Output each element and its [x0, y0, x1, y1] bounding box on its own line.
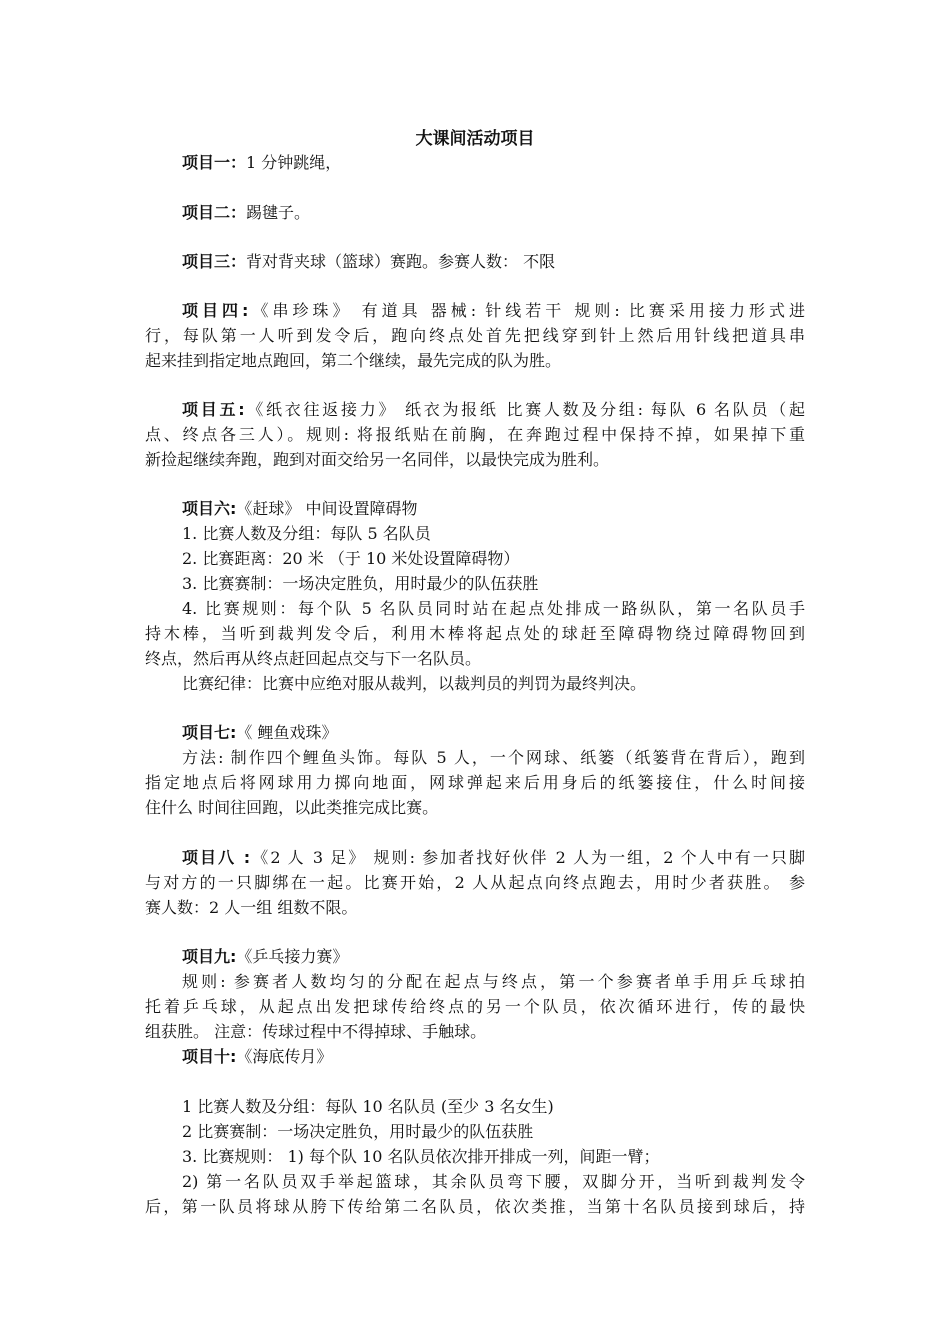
item-text: 《2 人 3 足》 规则: 参加者找好伙伴 2 人为一组，2 个人中有一只脚 [250, 848, 805, 867]
item-text: 《 鲤鱼戏珠》 [236, 723, 338, 742]
item-label: 项目一： [182, 153, 247, 172]
item-text: 2 比赛赛制：一场决定胜负，用时最少的队伍获胜 [182, 1122, 534, 1141]
item-text: 《乒乓接力赛》 [236, 947, 349, 966]
item-text: 踢毽子。 [246, 203, 311, 222]
item-text: 4. 比赛规则：每个队 5 名队员同时站在起点处排成一路纵队，第一名队员手 [182, 599, 805, 618]
item-text: 与对方的一只脚绑在一起。比赛开始，2 人从起点向终点跑去，用时少者获胜。 参 [145, 873, 805, 892]
item-label: 项目五: [182, 400, 245, 419]
item-text: 指定地点后将网球用力掷向地面，网球弹起来后用身后的纸篓接住，什么时间接 [145, 773, 805, 792]
item-text: 规则: 参赛者人数均匀的分配在起点与终点，第一个参赛者单手用乒乓球拍 [182, 972, 805, 991]
item-text: 1 比赛人数及分组：每队 10 名队员 (至少 3 名女生) [182, 1097, 554, 1116]
item-text: 起来挂到指定地点跑回，第二个继续，最先完成的队为胜。 [145, 351, 562, 370]
item-label: 项目二： [182, 203, 247, 222]
item-text: 行，每队第一人听到发令后，跑向终点处首先把线穿到针上然后用针线把道具串 [145, 326, 805, 345]
item-1 [182, 151, 805, 175]
item-label: 项目三： [182, 252, 247, 271]
item-text: 3. 比赛规则： 1) 每个队 10 名队员依次排开排成一列，间距一臂； [182, 1147, 660, 1166]
item-text: 组获胜。 注意：传球过程中不得掉球、手触球。 [145, 1022, 487, 1041]
item-text: 《串珍珠》 有道具 器械: 针线若干 规则: 比赛采用接力形式进 [248, 301, 805, 320]
item-text: 后，第一队员将球从胯下传给第二名队员，依次类推，当第十名队员接到球后，持 [145, 1197, 805, 1216]
item-text: 终点，然后再从终点赶回起点交与下一名队员。 [145, 649, 482, 668]
item-text: 2) 第一名队员双手举起篮球，其余队员弯下腰，双脚分开，当听到裁判发令 [182, 1172, 805, 1191]
item-text: 《海底传月》 [236, 1047, 333, 1066]
item-10 [182, 1045, 805, 1069]
item-8 [182, 846, 805, 870]
item-text: 方法: 制作四个鲤鱼头饰。每队 5 人，一个网球、纸篓（纸篓背在背后），跑到 [182, 748, 805, 767]
item-text: 背对背夹球（篮球）赛跑。参赛人数： 不限 [246, 252, 556, 271]
item-text: 持木棒，当听到裁判发令后，利用木棒将起点处的球赶至障碍物绕过障碍物回到 [145, 624, 805, 643]
item-text: 1. 比赛人数及分组：每队 5 名队员 [182, 524, 431, 543]
item-label: 项目四: [182, 301, 249, 320]
item-label: 项目九: [182, 947, 237, 966]
item-label: 项目十: [182, 1047, 237, 1066]
item-text: 点、终点各三人）。规则: 将报纸贴在前胸，在奔跑过程中保持不掉，如果掉下重 [145, 425, 805, 444]
item-text: 比赛纪律：比赛中应绝对服从裁判，以裁判员的判罚为最终判决。 [182, 674, 647, 693]
item-9 [182, 945, 805, 969]
item-text: 住什么 时间往回跑，以此类推完成比赛。 [145, 798, 439, 817]
item-text: 托着乒乓球，从起点出发把球传给终点的另一个队员，依次循环进行，传的最快 [145, 997, 805, 1016]
item-6 [182, 497, 805, 521]
item-3 [182, 250, 805, 274]
page-title: 大课间活动项目 [415, 129, 535, 149]
item-label: 项目八 : [182, 848, 251, 867]
item-text: 3. 比赛赛制：一场决定胜负，用时最少的队伍获胜 [182, 574, 539, 593]
item-text: 新捡起继续奔跑，跑到对面交给另一名同伴，以最快完成为胜利。 [145, 450, 610, 469]
item-7 [182, 721, 805, 745]
item-2 [182, 201, 805, 225]
item-text: 1 分钟跳绳， [246, 153, 342, 172]
item-label: 项目七: [182, 723, 237, 742]
item-text: 2. 比赛距离：20 米 （于 10 米处设置障碍物） [182, 549, 520, 568]
item-text: 赛人数：2 人一组 组数不限。 [145, 898, 358, 917]
item-text: 《纸衣往返接力》 纸衣为报纸 比赛人数及分组: 每队 6 名队员（起 [244, 400, 805, 419]
item-4 [182, 299, 805, 323]
item-text: 《赶球》 中间设置障碍物 [236, 499, 418, 518]
item-label: 项目六: [182, 499, 237, 518]
item-5 [182, 398, 805, 422]
